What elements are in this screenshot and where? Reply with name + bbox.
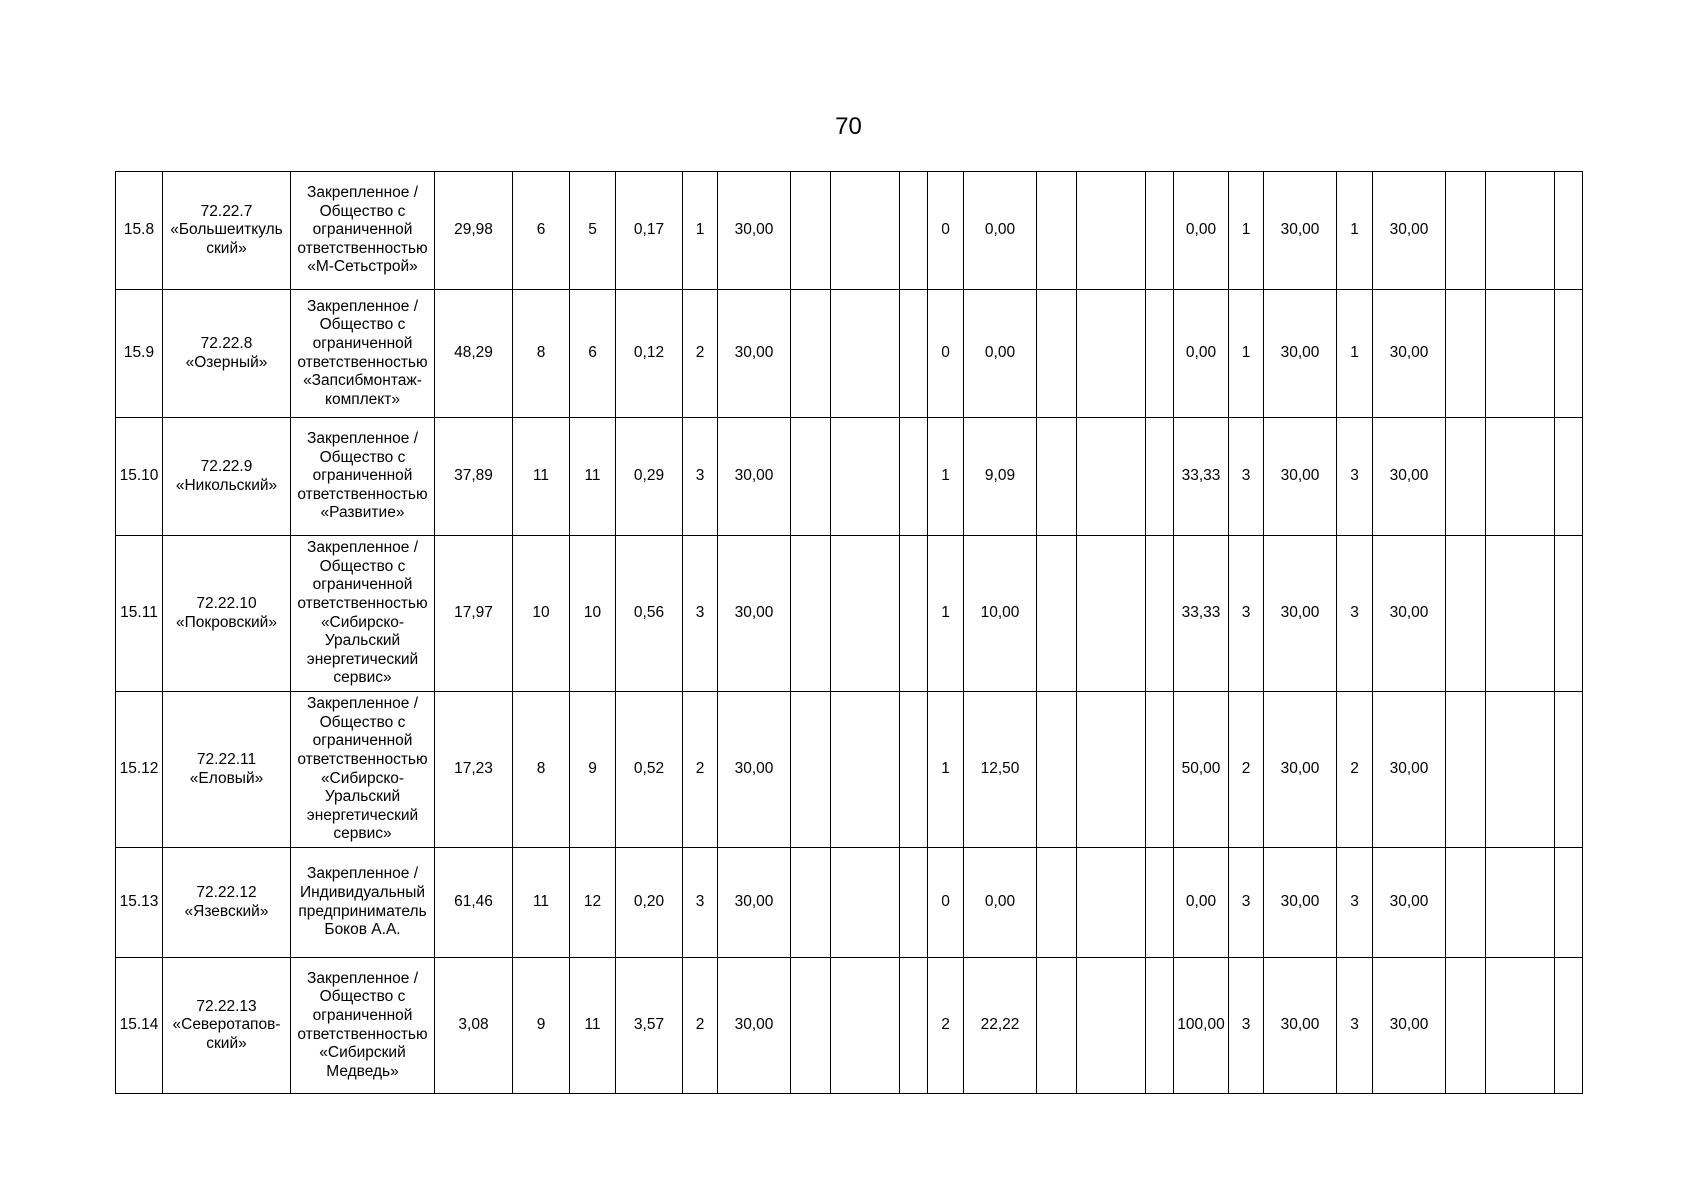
cell-c21: 1 xyxy=(1337,290,1373,418)
cell-c18: 0,00 xyxy=(1174,172,1229,290)
area-cell: 29,98 xyxy=(435,172,513,290)
table-row xyxy=(116,290,1583,418)
cell-c17 xyxy=(1146,536,1174,692)
cell-c25 xyxy=(1555,172,1583,290)
cell-c25 xyxy=(1555,290,1583,418)
cell-c22: 30,00 xyxy=(1373,172,1446,290)
table-row xyxy=(116,536,1583,692)
cell-c5: 8 xyxy=(513,692,570,848)
cell-c14: 12,50 xyxy=(964,692,1037,848)
cell-c13: 0 xyxy=(928,172,964,290)
table-row xyxy=(116,848,1583,958)
cell-c12 xyxy=(900,848,928,958)
site-name: «Язевский» xyxy=(184,902,269,920)
cell-c9: 30,00 xyxy=(718,692,791,848)
site-code: 72.22.11 xyxy=(196,750,257,768)
cell-c23 xyxy=(1446,418,1486,536)
cell-c11 xyxy=(831,536,900,692)
cell-c6: 5 xyxy=(570,172,616,290)
cell-c5: 9 xyxy=(513,958,570,1094)
density-cell: 0,20 xyxy=(616,848,683,958)
site-name: «Озерный» xyxy=(185,353,268,371)
cell-c17 xyxy=(1146,418,1174,536)
site-cell xyxy=(163,848,291,958)
cell-c13: 1 xyxy=(928,536,964,692)
cell-c18: 100,00 xyxy=(1174,958,1229,1094)
cell-c15 xyxy=(1037,536,1077,692)
cell-c8: 2 xyxy=(683,692,718,848)
site-code: 72.22.9 xyxy=(200,457,253,475)
cell-c8: 3 xyxy=(683,536,718,692)
cell-c16 xyxy=(1077,536,1146,692)
area-cell: 37,89 xyxy=(435,418,513,536)
cell-c25 xyxy=(1555,418,1583,536)
cell-c23 xyxy=(1446,172,1486,290)
cell-c17 xyxy=(1146,692,1174,848)
cell-c6: 11 xyxy=(570,958,616,1094)
cell-c22: 30,00 xyxy=(1373,692,1446,848)
cell-c11 xyxy=(831,172,900,290)
cell-c24 xyxy=(1486,958,1555,1094)
cell-c22: 30,00 xyxy=(1373,536,1446,692)
cell-c21: 3 xyxy=(1337,418,1373,536)
cell-c20: 30,00 xyxy=(1264,692,1337,848)
cell-c10 xyxy=(791,692,831,848)
cell-c16 xyxy=(1077,692,1146,848)
cell-c16 xyxy=(1077,848,1146,958)
cell-c6: 9 xyxy=(570,692,616,848)
cell-c15 xyxy=(1037,958,1077,1094)
cell-c25 xyxy=(1555,848,1583,958)
cell-c14: 0,00 xyxy=(964,848,1037,958)
row-number: 15.12 xyxy=(116,692,163,848)
cell-c8: 2 xyxy=(683,958,718,1094)
cell-c16 xyxy=(1077,958,1146,1094)
density-cell: 3,57 xyxy=(616,958,683,1094)
cell-c12 xyxy=(900,172,928,290)
cell-c14: 0,00 xyxy=(964,172,1037,290)
cell-c8: 3 xyxy=(683,848,718,958)
cell-c24 xyxy=(1486,172,1555,290)
cell-c14: 0,00 xyxy=(964,290,1037,418)
density-cell: 0,56 xyxy=(616,536,683,692)
cell-c11 xyxy=(831,290,900,418)
row-number: 15.11 xyxy=(116,536,163,692)
row-number: 15.14 xyxy=(116,958,163,1094)
site-cell xyxy=(163,958,291,1094)
cell-c17 xyxy=(1146,958,1174,1094)
cell-c20: 30,00 xyxy=(1264,848,1337,958)
cell-c13: 1 xyxy=(928,692,964,848)
cell-c19: 2 xyxy=(1229,692,1264,848)
cell-c21: 1 xyxy=(1337,172,1373,290)
cell-c9: 30,00 xyxy=(718,290,791,418)
cell-c22: 30,00 xyxy=(1373,418,1446,536)
cell-c8: 1 xyxy=(683,172,718,290)
cell-c19: 1 xyxy=(1229,172,1264,290)
cell-c17 xyxy=(1146,290,1174,418)
cell-c10 xyxy=(791,172,831,290)
cell-c9: 30,00 xyxy=(718,536,791,692)
density-cell: 0,17 xyxy=(616,172,683,290)
cell-c18: 0,00 xyxy=(1174,848,1229,958)
cell-c5: 10 xyxy=(513,536,570,692)
site-code: 72.22.7 xyxy=(200,202,253,220)
cell-c25 xyxy=(1555,536,1583,692)
cell-c21: 3 xyxy=(1337,958,1373,1094)
cell-c22: 30,00 xyxy=(1373,958,1446,1094)
table-row xyxy=(116,418,1583,536)
cell-c15 xyxy=(1037,848,1077,958)
cell-c18: 50,00 xyxy=(1174,692,1229,848)
area-cell: 17,97 xyxy=(435,536,513,692)
cell-c20: 30,00 xyxy=(1264,958,1337,1094)
cell-c20: 30,00 xyxy=(1264,536,1337,692)
cell-c15 xyxy=(1037,418,1077,536)
cell-c18: 33,33 xyxy=(1174,418,1229,536)
cell-c14: 9,09 xyxy=(964,418,1037,536)
area-cell: 3,08 xyxy=(435,958,513,1094)
cell-c23 xyxy=(1446,290,1486,418)
site-cell xyxy=(163,172,291,290)
cell-c12 xyxy=(900,418,928,536)
cell-c21: 3 xyxy=(1337,536,1373,692)
cell-c21: 3 xyxy=(1337,848,1373,958)
cell-c13: 2 xyxy=(928,958,964,1094)
page-number: 70 xyxy=(835,113,862,140)
cell-c12 xyxy=(900,692,928,848)
site-cell xyxy=(163,418,291,536)
table-row xyxy=(116,172,1583,290)
cell-c16 xyxy=(1077,172,1146,290)
cell-c11 xyxy=(831,692,900,848)
cell-c14: 22,22 xyxy=(964,958,1037,1094)
cell-c24 xyxy=(1486,848,1555,958)
cell-c6: 6 xyxy=(570,290,616,418)
cell-c12 xyxy=(900,290,928,418)
cell-c9: 30,00 xyxy=(718,172,791,290)
site-code: 72.22.13 xyxy=(196,997,257,1015)
cell-c12 xyxy=(900,958,928,1094)
cell-c24 xyxy=(1486,418,1555,536)
holder-cell: Закрепленное / Общество с ограниченной ответственностью «Сибирский Медведь» xyxy=(291,958,435,1094)
cell-c16 xyxy=(1077,290,1146,418)
cell-c13: 1 xyxy=(928,418,964,536)
row-number: 15.8 xyxy=(116,172,163,290)
cell-c16 xyxy=(1077,418,1146,536)
cell-c19: 3 xyxy=(1229,958,1264,1094)
site-cell xyxy=(163,536,291,692)
cell-c21: 2 xyxy=(1337,692,1373,848)
cell-c24 xyxy=(1486,692,1555,848)
cell-c20: 30,00 xyxy=(1264,290,1337,418)
area-cell: 17,23 xyxy=(435,692,513,848)
cell-c10 xyxy=(791,418,831,536)
cell-c20: 30,00 xyxy=(1264,172,1337,290)
cell-c13: 0 xyxy=(928,848,964,958)
cell-c25 xyxy=(1555,958,1583,1094)
cell-c6: 10 xyxy=(570,536,616,692)
cell-c6: 12 xyxy=(570,848,616,958)
density-cell: 0,29 xyxy=(616,418,683,536)
cell-c25 xyxy=(1555,692,1583,848)
cell-c5: 6 xyxy=(513,172,570,290)
site-code: 72.22.8 xyxy=(200,334,253,352)
cell-c24 xyxy=(1486,290,1555,418)
cell-c19: 1 xyxy=(1229,290,1264,418)
site-name: «Никольский» xyxy=(175,476,278,494)
site-name: «Большеиткуль ский» xyxy=(170,221,283,257)
cell-c13: 0 xyxy=(928,290,964,418)
holder-cell: Закрепленное / Индивидуальный предприниматель Боков А.А. xyxy=(291,848,435,958)
site-cell xyxy=(163,290,291,418)
cell-c10 xyxy=(791,958,831,1094)
cell-c22: 30,00 xyxy=(1373,848,1446,958)
cell-c9: 30,00 xyxy=(718,848,791,958)
cell-c8: 3 xyxy=(683,418,718,536)
site-name: «Покровский» xyxy=(176,613,277,631)
site-name: «Еловый» xyxy=(189,769,264,787)
cell-c10 xyxy=(791,848,831,958)
cell-c10 xyxy=(791,290,831,418)
density-cell: 0,12 xyxy=(616,290,683,418)
cell-c11 xyxy=(831,958,900,1094)
site-cell xyxy=(163,692,291,848)
row-number: 15.9 xyxy=(116,290,163,418)
cell-c23 xyxy=(1446,958,1486,1094)
cell-c5: 11 xyxy=(513,418,570,536)
table-row xyxy=(116,692,1583,848)
cell-c12 xyxy=(900,536,928,692)
cell-c6: 11 xyxy=(570,418,616,536)
cell-c11 xyxy=(831,418,900,536)
cell-c22: 30,00 xyxy=(1373,290,1446,418)
holder-cell: Закрепленное / Общество с ограниченной ответственностью «Запсибмонтаж-комплект» xyxy=(291,290,435,418)
area-cell: 61,46 xyxy=(435,848,513,958)
cell-c17 xyxy=(1146,848,1174,958)
cell-c15 xyxy=(1037,290,1077,418)
cell-c19: 3 xyxy=(1229,418,1264,536)
cell-c15 xyxy=(1037,692,1077,848)
cell-c18: 33,33 xyxy=(1174,536,1229,692)
cell-c5: 8 xyxy=(513,290,570,418)
cell-c23 xyxy=(1446,692,1486,848)
cell-c19: 3 xyxy=(1229,536,1264,692)
row-number: 15.10 xyxy=(116,418,163,536)
cell-c23 xyxy=(1446,536,1486,692)
cell-c17 xyxy=(1146,172,1174,290)
holder-cell: Закрепленное / Общество с ограниченной ответственностью «Сибирско-Уральский энергетический сервис» xyxy=(291,536,435,692)
cell-c11 xyxy=(831,848,900,958)
site-code: 72.22.12 xyxy=(196,883,257,901)
cell-c15 xyxy=(1037,172,1077,290)
cell-c10 xyxy=(791,536,831,692)
cell-c20: 30,00 xyxy=(1264,418,1337,536)
cell-c14: 10,00 xyxy=(964,536,1037,692)
hunting-grounds-table xyxy=(115,171,1583,1094)
cell-c5: 11 xyxy=(513,848,570,958)
cell-c24 xyxy=(1486,536,1555,692)
holder-cell: Закрепленное / Общество с ограниченной ответственностью «Сибирско-Уральский энергетический сервис» xyxy=(291,692,435,848)
site-name: «Северотапов-ский» xyxy=(172,1016,281,1052)
site-code: 72.22.10 xyxy=(196,594,257,612)
cell-c8: 2 xyxy=(683,290,718,418)
cell-c9: 30,00 xyxy=(718,958,791,1094)
row-number: 15.13 xyxy=(116,848,163,958)
table-row xyxy=(116,958,1583,1094)
holder-cell: Закрепленное / Общество с ограниченной ответственностью «Развитие» xyxy=(291,418,435,536)
holder-cell: Закрепленное / Общество с ограниченной ответственностью «М-Сетьстрой» xyxy=(291,172,435,290)
cell-c18: 0,00 xyxy=(1174,290,1229,418)
density-cell: 0,52 xyxy=(616,692,683,848)
cell-c19: 3 xyxy=(1229,848,1264,958)
cell-c23 xyxy=(1446,848,1486,958)
cell-c9: 30,00 xyxy=(718,418,791,536)
area-cell: 48,29 xyxy=(435,290,513,418)
